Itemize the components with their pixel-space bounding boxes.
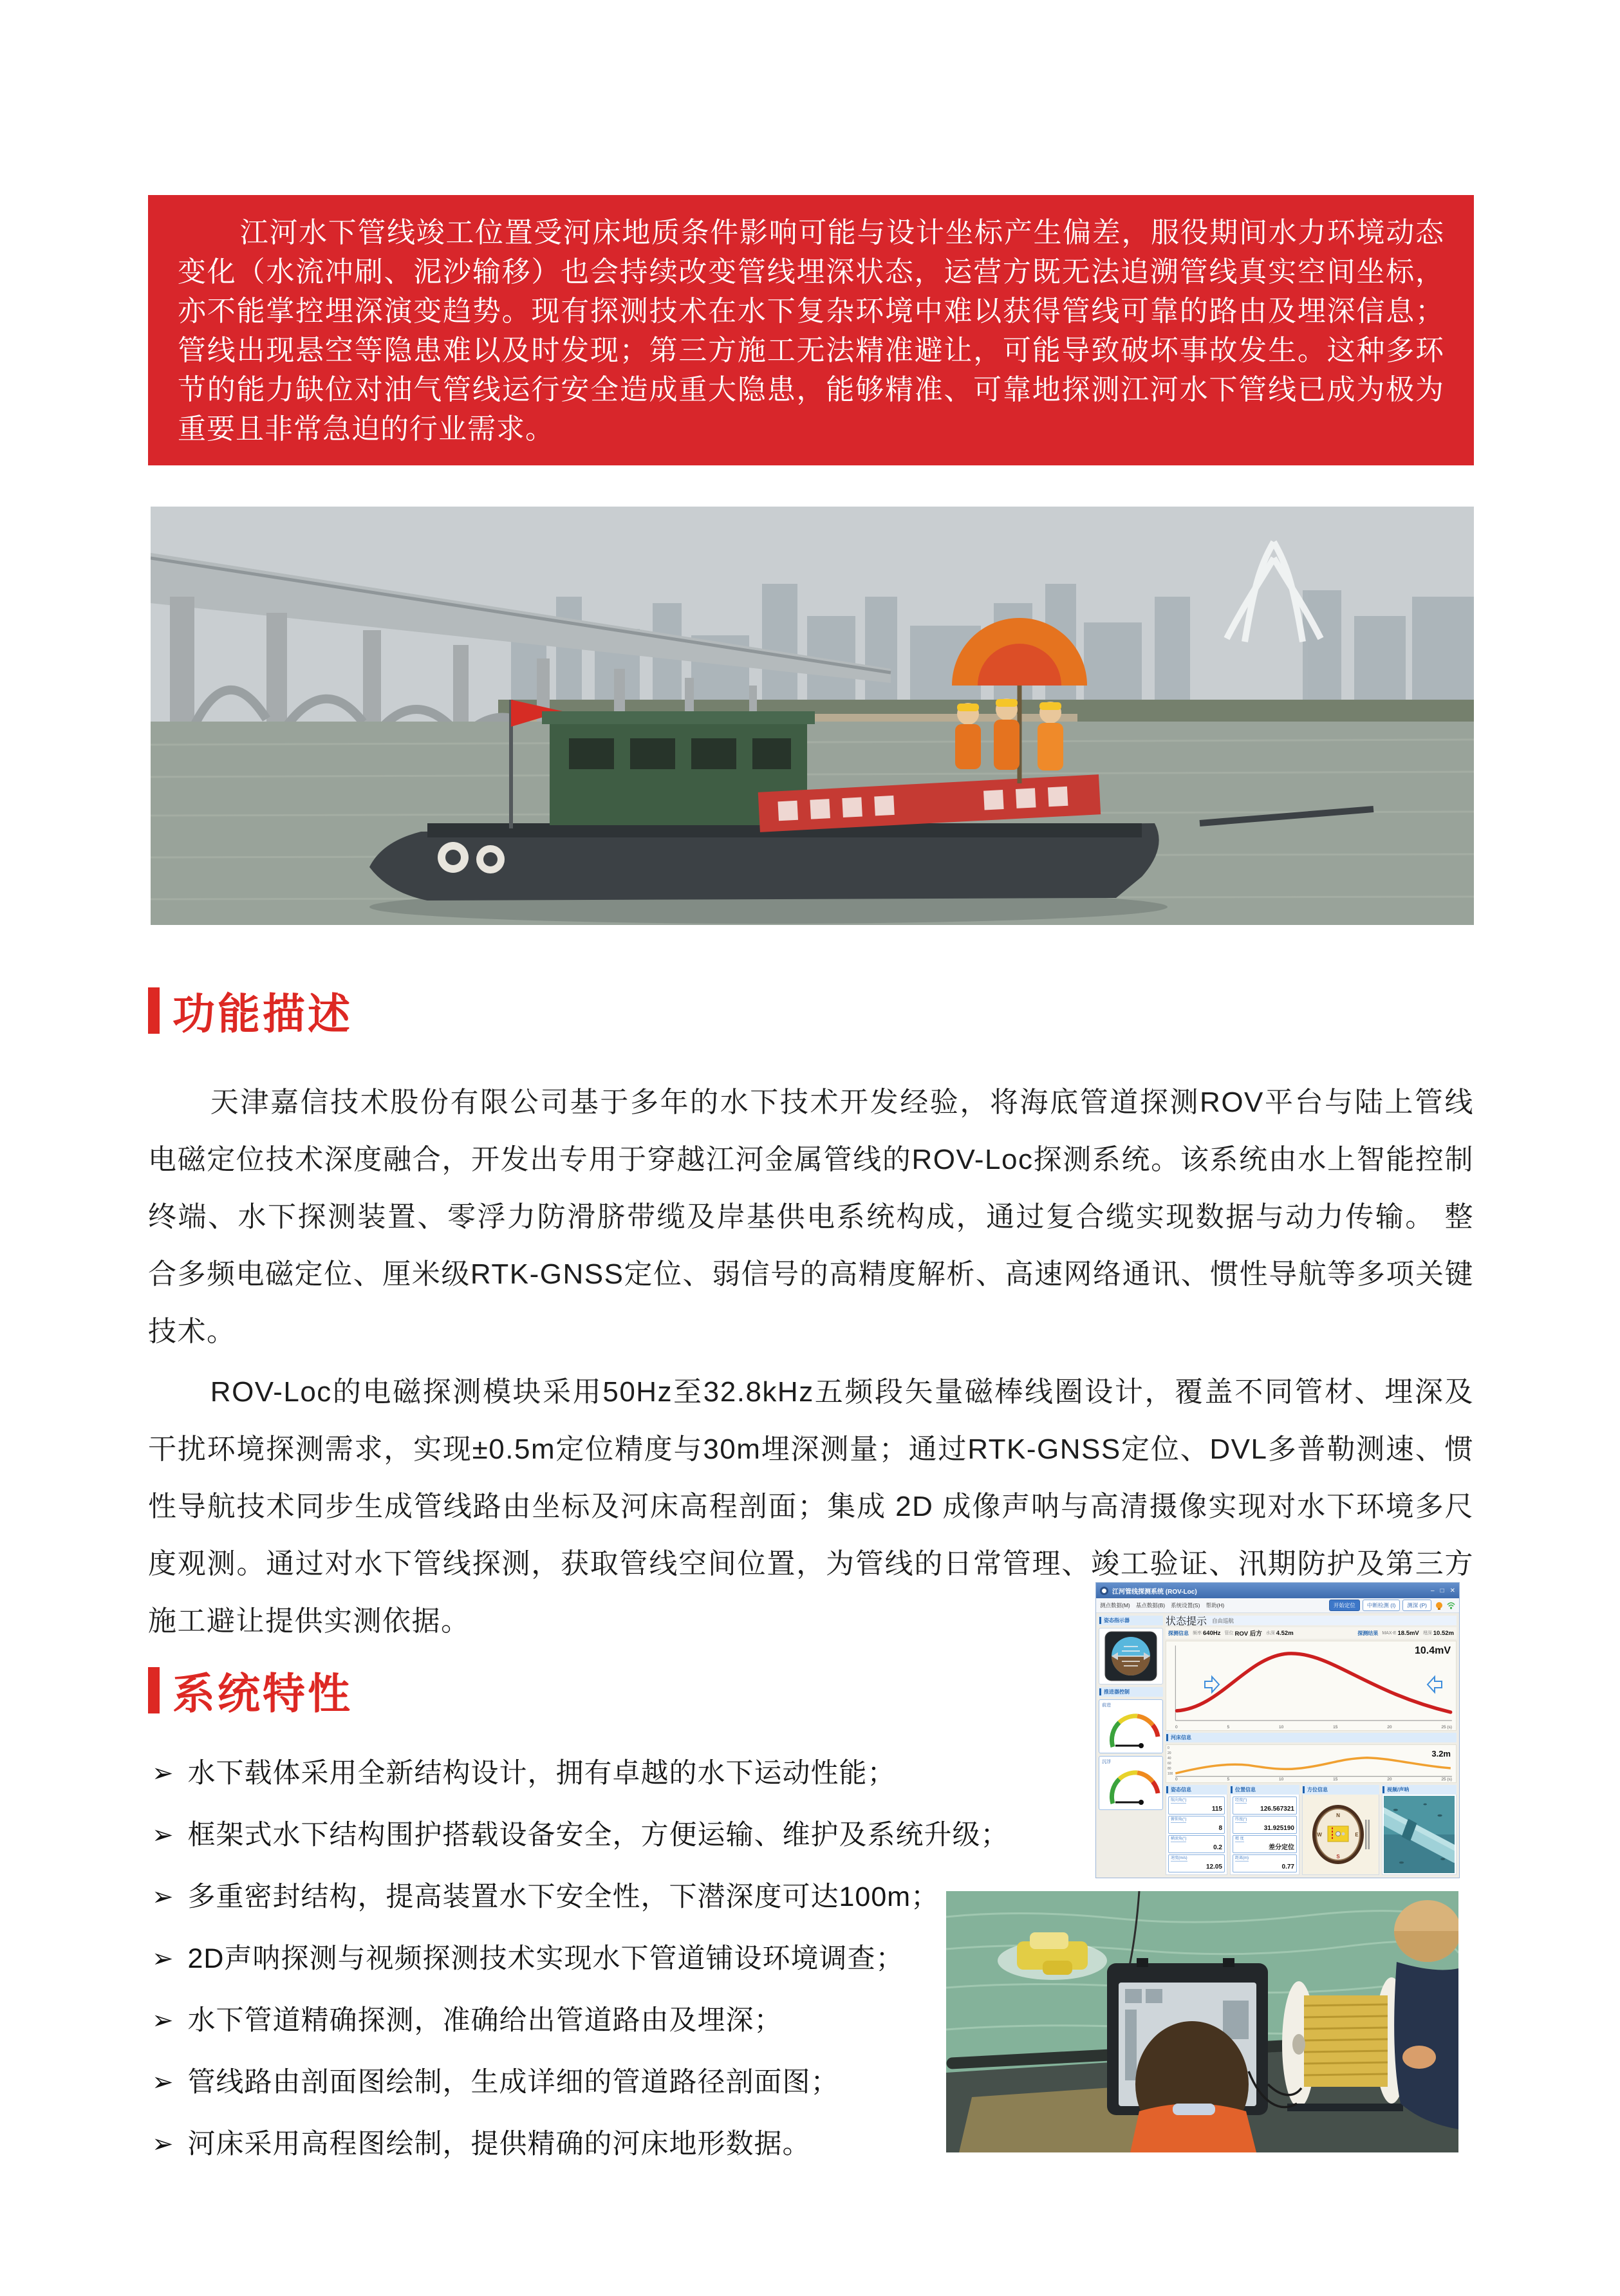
compass-e: E: [1355, 1832, 1359, 1838]
heave-gauge-label: 沉浮: [1102, 1760, 1111, 1764]
field-label: 距离(m): [1235, 1856, 1249, 1860]
field-label: 横滚角(°): [1171, 1837, 1187, 1841]
video-sonar-panel: [1382, 1785, 1457, 1875]
field-value: 126.567321: [1260, 1806, 1294, 1813]
x-tick: 10: [1279, 1725, 1284, 1730]
arrow-bullet-icon: ➢: [152, 2006, 174, 2035]
field-value: 差分定位: [1269, 1844, 1294, 1851]
menu-system-settings[interactable]: 系统设置(S): [1171, 1602, 1200, 1609]
x-tick: 5: [1227, 1777, 1230, 1782]
x-tick: 20: [1387, 1725, 1392, 1730]
detection-info-row: [1166, 1627, 1457, 1639]
x-tick: 20: [1387, 1777, 1392, 1782]
thruster-control-title: 推进器控制: [1104, 1689, 1130, 1695]
compass-w: W: [1317, 1832, 1322, 1838]
close-button[interactable]: ✕: [1449, 1587, 1455, 1594]
position-info-title: 位置信息: [1235, 1787, 1256, 1793]
field-value: 0.77: [1281, 1863, 1294, 1871]
attitude-indicator-gauge: [1099, 1628, 1163, 1685]
latitude-field: [1233, 1816, 1297, 1834]
heave-thruster-gauge: [1099, 1756, 1163, 1810]
x-tick: 15: [1333, 1725, 1338, 1730]
speed-field: [1168, 1854, 1225, 1872]
field-label: 俯仰角(°): [1171, 1818, 1187, 1822]
attitude-info-title: 姿态信息: [1171, 1787, 1191, 1793]
field-label: 纬度(°): [1235, 1818, 1247, 1822]
section-accent-bar: [148, 987, 160, 1034]
max-e-value: 18.5mV: [1397, 1629, 1419, 1637]
frequency-value: 640Hz: [1203, 1629, 1221, 1637]
arrow-bullet-icon: ➢: [152, 2130, 174, 2158]
field-value: 115: [1211, 1806, 1222, 1813]
precision-field: [1233, 1835, 1297, 1853]
function-paragraph-1-text: 天津嘉信技术股份有限公司基于多年的水下技术开发经验，将海底管道探测ROV平台与陆上管线电磁定位技术深度融合，开发出专用于穿越江河金属管线的ROV-Loc探测系统。该系统由水上智能控制终端、水下探测装置、零浮力防滑脐带缆及岸基供电系统构成，通过复合缆实现数据与动力传输。 整合多频电磁定位、厘米级RTK-GNSS定位、弱信号的高精度解析、高速网络通讯、惯性导航等多项关键技术。: [148, 1087, 1474, 1347]
y-tick: 20: [1168, 1751, 1171, 1755]
status-bar: [1166, 1616, 1457, 1625]
system-section-header: [148, 1659, 353, 1721]
arrow-bullet-icon: ➢: [152, 2068, 174, 2096]
burial-depth-label: 埋深: [1422, 1631, 1432, 1636]
panel-accent-bar: [1099, 1688, 1101, 1695]
minimize-button[interactable]: –: [1431, 1587, 1435, 1594]
roll-angle-field: [1168, 1835, 1225, 1853]
field-label: 速度(m/s): [1171, 1856, 1187, 1860]
function-section-title: 功能描述: [172, 991, 353, 1038]
rov-loc-app-window: [1095, 1582, 1460, 1878]
y-tick: 60: [1168, 1762, 1171, 1766]
app-menubar: [1096, 1598, 1459, 1613]
video-sonar-title: 视频/声呐: [1387, 1787, 1410, 1793]
panel-accent-bar: [1383, 1786, 1384, 1793]
panel-accent-bar: [1166, 1734, 1168, 1741]
y-tick: 40: [1168, 1757, 1171, 1760]
arc-gauge-icon: [1100, 1708, 1162, 1751]
panel-accent-bar: [1099, 1617, 1101, 1624]
feature-text: 管线路由剖面图绘制，生成详细的管道路径剖面图；: [187, 2067, 839, 2098]
field-value: 31.925190: [1263, 1825, 1294, 1832]
deck-operation-photo: [946, 1891, 1458, 2152]
attitude-indicator-title: 姿态指示器: [1104, 1618, 1130, 1623]
detect-result-label: 探测结果: [1357, 1630, 1379, 1636]
water-depth-label: 水深: [1265, 1631, 1275, 1636]
survey-boat-illustration: [151, 507, 1474, 925]
field-value: 8: [1218, 1825, 1222, 1832]
interrupt-detection-button[interactable]: 中断检测 (I): [1363, 1600, 1400, 1611]
left-arrow-icon: [1426, 1675, 1443, 1694]
panel-accent-bar: [1166, 1786, 1168, 1793]
function-paragraph-1: [148, 1074, 1474, 1360]
panel-accent-bar: [1303, 1786, 1305, 1793]
riverbed-x-axis: [1175, 1777, 1452, 1782]
signal-value: 10.4mV: [1414, 1645, 1451, 1656]
panel-accent-bar: [1231, 1786, 1233, 1793]
app-logo-icon: [1100, 1587, 1108, 1595]
field-value: 12.05: [1206, 1863, 1222, 1871]
list-item: [152, 1816, 1104, 1878]
signal-x-axis: [1175, 1725, 1452, 1730]
wifi-signal-icon: [1447, 1601, 1455, 1609]
detect-info-label: 探测信息: [1168, 1630, 1189, 1636]
start-positioning-button[interactable]: 开始定位: [1329, 1600, 1360, 1611]
arrow-bullet-icon: ➢: [152, 1821, 174, 1849]
intro-banner-text: 江河水下管线竣工位置受河床地质条件影响可能与设计坐标产生偏差，服役期间水力环境动态变化（水流冲刷、泥沙输移）也会持续改变管线埋深状态，运营方既无法追溯管线真实空间坐标，亦不能掌控埋深演变趋势。现有探测技术在水下复杂环境中难以获得管线可靠的路由及埋深信息；管线出现悬空等隐患难以及时发现；第三方施工无法精准避让，可能导致破坏事故发生。这种多环节的能力缺位对油气管线运行安全造成重大隐患，能够精准、可靠地探测江河水下管线已成为极为重要且非常急迫的行业需求。: [178, 217, 1444, 445]
function-section-header: [148, 980, 353, 1041]
x-tick: 25 (s): [1441, 1777, 1452, 1782]
compass-n: N: [1336, 1813, 1340, 1818]
burial-depth-value: 10.52m: [1433, 1629, 1454, 1637]
survey-boat-photo: [151, 507, 1474, 925]
app-main-column: [1166, 1616, 1457, 1875]
feature-text: 水下管道精确探测，准确给出管道路由及埋深；: [187, 2005, 783, 2036]
signal-curve-chart: [1166, 1641, 1457, 1731]
maximize-button[interactable]: □: [1440, 1587, 1444, 1594]
x-tick: 10: [1279, 1777, 1284, 1782]
max-e-label: MAX-E: [1382, 1630, 1397, 1636]
feature-text: 框架式水下结构围护搭载设备安全，方便运输、维护及系统升级；: [187, 1820, 1009, 1851]
riverbed-info-header: [1166, 1733, 1457, 1742]
arc-gauge-icon: [1100, 1765, 1162, 1807]
system-section-title: 系统特性: [172, 1671, 353, 1718]
status-label: 状态提示: [1166, 1616, 1207, 1627]
riverbed-y-axis: [1168, 1746, 1173, 1776]
section-accent-bar: [148, 1667, 160, 1713]
frequency-label: 频率: [1193, 1631, 1202, 1636]
bearing-info-title: 方位信息: [1307, 1787, 1328, 1793]
field-label: 航向角(°): [1171, 1798, 1187, 1802]
riverbed-profile-chart: [1166, 1744, 1457, 1783]
compass-icon: [1311, 1799, 1370, 1870]
x-tick: 5: [1227, 1725, 1230, 1730]
position-info-panel: [1230, 1785, 1299, 1875]
app-title: 江河管线探测系统 (ROV-Loc): [1112, 1588, 1197, 1596]
artificial-horizon-icon: [1104, 1631, 1157, 1681]
arrow-bullet-icon: ➢: [152, 1945, 174, 1973]
riverbed-depth-value: 3.2m: [1431, 1749, 1451, 1759]
indicator-bulb-icon: [1436, 1602, 1442, 1609]
y-tick: 0: [1168, 1746, 1169, 1750]
bearing-info-panel: [1302, 1785, 1379, 1875]
intro-banner: [148, 195, 1474, 465]
deck-operation-illustration: [946, 1891, 1458, 2152]
field-label: 经度(°): [1235, 1798, 1247, 1802]
attitude-info-panel: [1166, 1785, 1227, 1875]
arrow-bullet-icon: ➢: [152, 1883, 174, 1911]
compass-s: S: [1336, 1854, 1340, 1860]
app-left-column: [1099, 1616, 1163, 1875]
list-item: [152, 1755, 1104, 1816]
feature-text: 2D声呐探测与视频探测技术实现水下管道铺设环境调查；: [187, 1943, 904, 1974]
right-arrow-icon: [1204, 1675, 1220, 1694]
field-value: 0.2: [1213, 1844, 1222, 1851]
menu-help[interactable]: 帮助(H): [1206, 1602, 1225, 1609]
menu-base-data[interactable]: 基点数据(B): [1135, 1602, 1166, 1609]
app-titlebar[interactable]: [1096, 1583, 1459, 1598]
pipe-position-value: ROV 后方: [1234, 1630, 1262, 1638]
feature-text: 多重密封结构，提高装置水下安全性，下潜深度可达100m；: [187, 1881, 940, 1912]
feature-text: 河床采用高程图绘制，提供精确的河床地形数据。: [187, 2129, 811, 2160]
riverbed-info-title: 河床信息: [1171, 1735, 1191, 1741]
distance-field: [1233, 1854, 1297, 1872]
y-tick: 100: [1168, 1772, 1173, 1776]
function-paragraph-2-text: ROV-Loc的电磁探测模块采用50Hz至32.8kHz五频段矢量磁棒线圈设计，覆盖不同管材、埋深及干扰环境探测需求，实现±0.5m定位精度与30m埋深测量；通过RTK-GNSS定位、DVL多普勒测速、惯性导航技术同步生成管线路由坐标及河床高程剖面；集成 2D 成像声呐与高清摄像实现对水下环境多尺度观测。通过对水下管线探测，获取管线空间位置，为管线的日常管理、竣工验证、汛期防护及第三方施工避让提供实测依据。: [148, 1376, 1474, 1637]
longitude-field: [1233, 1797, 1297, 1815]
app-body: [1096, 1613, 1459, 1878]
x-tick: 0: [1175, 1725, 1178, 1730]
field-label: 精 度: [1235, 1837, 1244, 1841]
pitch-angle-field: [1168, 1816, 1225, 1834]
underwater-pipeline-view: [1384, 1796, 1455, 1873]
x-tick: 25 (s): [1441, 1725, 1452, 1730]
water-depth-value: 4.52m: [1276, 1629, 1294, 1637]
pipe-position-label: 管位: [1224, 1631, 1234, 1636]
status-value: 自由巡航: [1212, 1617, 1234, 1624]
heading-angle-field: [1168, 1797, 1225, 1815]
feature-text: 水下载体采用全新结构设计，拥有卓越的水下运动性能；: [187, 1758, 896, 1789]
forward-thruster-gauge: [1099, 1699, 1163, 1753]
attitude-indicator-header: [1099, 1616, 1163, 1625]
x-tick: 15: [1333, 1777, 1338, 1782]
sounding-button[interactable]: 测深 (P): [1402, 1600, 1431, 1611]
thruster-control-header: [1099, 1687, 1163, 1697]
arrow-bullet-icon: ➢: [152, 1759, 174, 1787]
y-tick: 80: [1168, 1767, 1171, 1771]
forward-gauge-label: 前进: [1102, 1703, 1111, 1708]
info-panels-row: [1166, 1785, 1457, 1875]
x-tick: 0: [1175, 1777, 1178, 1782]
menu-measure-data[interactable]: 测点数据(M): [1100, 1602, 1130, 1609]
